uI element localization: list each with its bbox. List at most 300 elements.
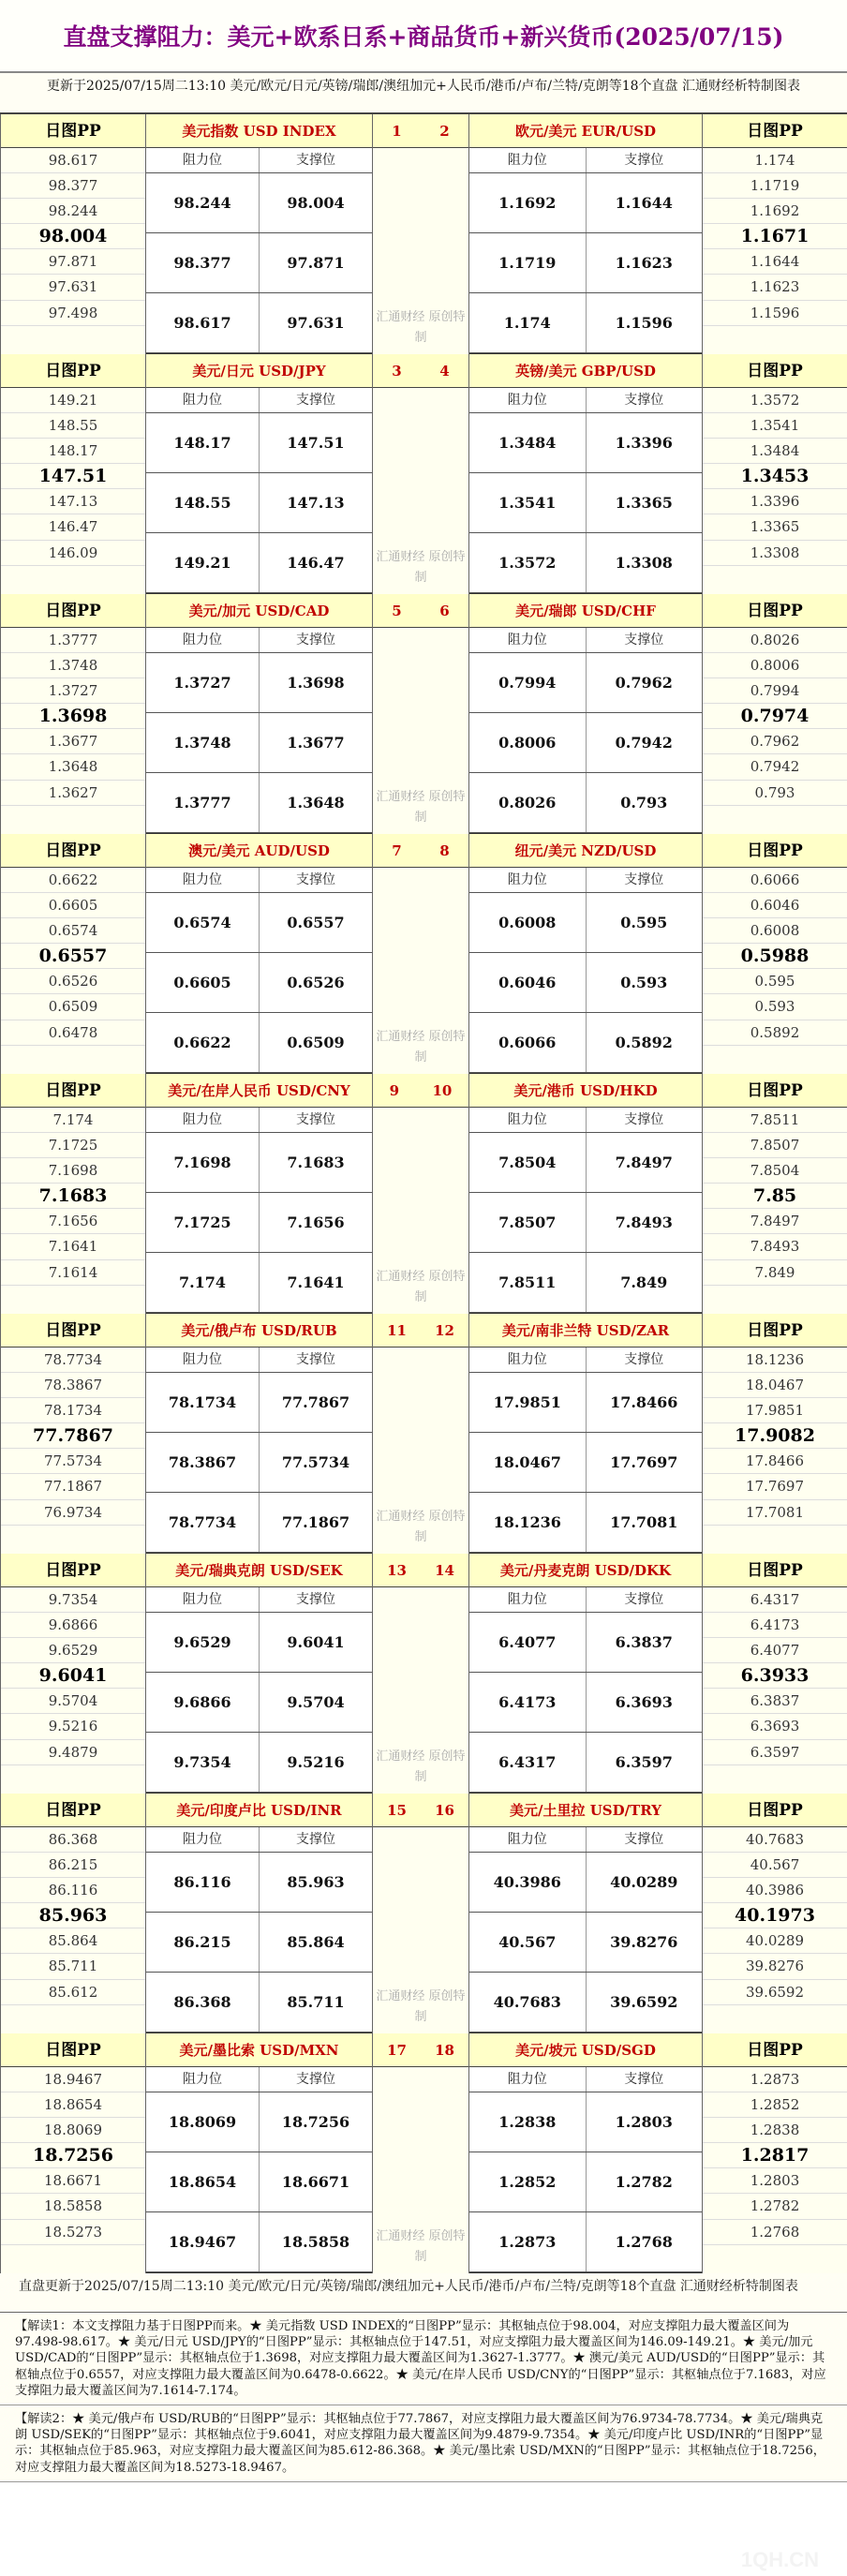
right-pp-column (702, 834, 847, 1074)
pp-value: 86.215 (1, 1853, 145, 1878)
pp-values (703, 628, 847, 806)
watermark: 汇通财经 原创特制 (376, 310, 466, 345)
pp-value: 9.4879 (1, 1740, 145, 1765)
pp-header: 日图PP (703, 354, 847, 388)
left-pp-column (0, 354, 145, 594)
pp-value: 97.871 (1, 249, 145, 275)
pp-value: 148.55 (1, 413, 145, 439)
level-rows (469, 1827, 702, 2033)
resistance-value: 0.6574 (146, 893, 260, 952)
pp-value: 149.21 (1, 388, 145, 413)
pp-value: 98.617 (1, 148, 145, 173)
pair-number: 10 (432, 1082, 453, 1099)
pp-values (703, 1108, 847, 1286)
pp-value: 7.1641 (1, 1234, 145, 1259)
level-rows (146, 2067, 372, 2272)
pp-value: 1.174 (703, 148, 847, 173)
pp-value: 7.8493 (703, 1234, 847, 1259)
pp-value: 7.174 (1, 1108, 145, 1133)
resistance-value: 40.7683 (469, 1973, 587, 2032)
pp-value: 1.3648 (1, 754, 145, 780)
left-pp-column (0, 1554, 145, 1794)
right-pair-table (468, 1314, 702, 1554)
resistance-value: 6.4317 (469, 1733, 587, 1792)
pp-value: 6.4317 (703, 1587, 847, 1613)
pp-values (703, 1827, 847, 2005)
level-row (469, 953, 702, 1013)
pair-header (146, 1314, 372, 1348)
support-value: 17.7697 (610, 1453, 678, 1471)
pp-value: 9.6529 (1, 1638, 145, 1663)
pp-value: 1.3727 (1, 678, 145, 704)
level-row (469, 1973, 702, 2033)
resistance-header: 阻力位 (469, 628, 587, 652)
resistance-value: 1.2838 (469, 2092, 587, 2152)
pair-name: 美元/印度卢比 USD/INR (176, 1802, 342, 1819)
pivot-value: 1.3698 (1, 704, 145, 729)
left-pair-table (145, 354, 372, 594)
right-pair-table (468, 1074, 702, 1314)
level-row (469, 1433, 702, 1493)
resistance-value: 7.1698 (146, 1133, 260, 1192)
level-rows (469, 388, 702, 593)
pp-value: 0.5892 (703, 1020, 847, 1046)
resistance-header: 阻力位 (146, 868, 260, 892)
pp-value: 18.0467 (703, 1373, 847, 1398)
support-header: 支撑位 (624, 153, 664, 168)
pp-value: 1.1596 (703, 301, 847, 326)
resistance-value: 6.4173 (469, 1673, 587, 1732)
right-pair-table (468, 354, 702, 594)
left-pp-column (0, 114, 145, 354)
support-value: 9.5704 (287, 1693, 345, 1711)
pp-value: 78.7734 (1, 1348, 145, 1373)
pair-name: 美元/港币 USD/HKD (513, 1082, 658, 1099)
level-header-row (146, 2067, 372, 2092)
pp-value: 85.711 (1, 1954, 145, 1979)
support-value: 0.593 (620, 974, 668, 991)
level-rows (469, 1348, 702, 1553)
pair-name: 美元/俄卢布 USD/RUB (181, 1322, 337, 1339)
resistance-value: 0.7994 (469, 653, 587, 712)
level-header-row (146, 1348, 372, 1373)
resistance-header: 阻力位 (469, 2067, 587, 2092)
pp-value: 6.3837 (703, 1689, 847, 1714)
pair-block (0, 2033, 847, 2273)
level-rows (146, 1587, 372, 1793)
support-value: 0.6526 (287, 974, 345, 991)
pair-header (469, 594, 702, 628)
pp-value: 1.2768 (703, 2220, 847, 2245)
resistance-value: 1.1692 (469, 173, 587, 232)
pp-header: 日图PP (1, 834, 145, 868)
pair-block (0, 594, 847, 834)
resistance-value: 7.8504 (469, 1133, 587, 1192)
support-value: 77.1867 (281, 1513, 350, 1531)
pp-value: 85.612 (1, 1980, 145, 2005)
resistance-header: 阻力位 (469, 868, 587, 892)
pair-name: 美元/墨比索 USD/MXN (179, 2042, 339, 2059)
level-row (146, 413, 372, 473)
resistance-value: 86.116 (146, 1853, 260, 1912)
pair-number: 12 (435, 1322, 454, 1339)
watermark: 汇通财经 原创特制 (376, 550, 466, 585)
pp-value: 86.116 (1, 1878, 145, 1903)
support-value: 0.6557 (287, 914, 345, 931)
level-row (469, 1613, 702, 1673)
pp-value: 6.4077 (703, 1638, 847, 1663)
pair-name: 美元/土里拉 USD/TRY (510, 1802, 661, 1819)
pp-values (1, 388, 145, 566)
pp-value: 98.244 (1, 199, 145, 224)
pivot-value: 0.7974 (703, 704, 847, 729)
pp-value: 78.3867 (1, 1373, 145, 1398)
pair-block (0, 114, 847, 354)
level-row (146, 1013, 372, 1073)
pair-number: 1 (392, 123, 402, 140)
left-pair-table (145, 1314, 372, 1554)
pp-value: 17.8466 (703, 1449, 847, 1474)
level-row (146, 1853, 372, 1913)
resistance-value: 78.3867 (146, 1433, 260, 1492)
pair-number: 9 (389, 1082, 400, 1099)
level-row (469, 2152, 702, 2212)
level-row (469, 893, 702, 953)
pair-number: 11 (387, 1322, 407, 1339)
level-row (469, 173, 702, 233)
pair-name: 美元/瑞典克朗 USD/SEK (175, 1562, 343, 1579)
pair-number: 6 (439, 603, 450, 619)
pair-number: 15 (387, 1802, 407, 1819)
support-value: 0.5892 (615, 1034, 673, 1051)
resistance-value: 98.617 (146, 293, 260, 352)
pair-number: 16 (435, 1802, 454, 1819)
pp-value: 1.3627 (1, 781, 145, 806)
support-value: 1.2803 (615, 2113, 673, 2131)
pair-numbers (373, 354, 468, 388)
level-row (469, 1193, 702, 1253)
support-value: 39.6592 (610, 1993, 678, 2011)
pp-value: 18.5273 (1, 2220, 145, 2245)
pp-value: 77.1867 (1, 1474, 145, 1499)
level-row (146, 2152, 372, 2212)
pair-blocks (0, 114, 847, 2273)
pp-value: 1.3572 (703, 388, 847, 413)
support-value: 18.7256 (281, 2113, 350, 2131)
pair-number-column (372, 1794, 468, 2033)
pp-value: 146.47 (1, 514, 145, 540)
level-header-row (146, 868, 372, 893)
pp-value: 7.1614 (1, 1260, 145, 1286)
support-value: 98.004 (287, 194, 345, 212)
pp-value: 0.8026 (703, 628, 847, 653)
pp-value: 1.2782 (703, 2194, 847, 2219)
pivot-value: 7.1683 (1, 1184, 145, 1209)
pair-numbers (373, 594, 468, 628)
pp-values (703, 868, 847, 1046)
level-header-row (469, 1587, 702, 1613)
pp-value: 76.9734 (1, 1500, 145, 1526)
level-row (146, 1433, 372, 1493)
right-pp-column (702, 114, 847, 354)
support-value: 18.6671 (281, 2173, 350, 2191)
left-pp-column (0, 834, 145, 1074)
level-rows (146, 1108, 372, 1313)
pivot-value: 85.963 (1, 1903, 145, 1928)
resistance-value: 1.3748 (146, 713, 260, 772)
level-row (469, 533, 702, 593)
pivot-value: 0.5988 (703, 944, 847, 969)
pp-value: 0.6066 (703, 868, 847, 893)
level-row (146, 293, 372, 353)
pp-value: 1.3541 (703, 413, 847, 439)
support-value: 6.3837 (615, 1633, 673, 1651)
resistance-value: 7.1725 (146, 1193, 260, 1252)
resistance-value: 1.2852 (469, 2152, 587, 2211)
level-row (146, 233, 372, 293)
pp-value: 7.1725 (1, 1133, 145, 1158)
pp-value: 39.6592 (703, 1980, 847, 2005)
level-row (469, 1853, 702, 1913)
left-pp-column (0, 594, 145, 834)
pp-value: 1.3365 (703, 514, 847, 540)
resistance-header: 阻力位 (469, 1108, 587, 1132)
level-row (469, 413, 702, 473)
support-header: 支撑位 (296, 393, 335, 408)
pivot-value: 147.51 (1, 464, 145, 489)
pp-value: 147.13 (1, 489, 145, 514)
pair-number-column (372, 1554, 468, 1794)
resistance-header: 阻力位 (146, 2067, 260, 2092)
level-row (146, 1373, 372, 1433)
pp-value: 85.864 (1, 1928, 145, 1954)
support-value: 1.1623 (615, 254, 673, 272)
pair-name: 美元/日元 USD/JPY (192, 363, 326, 380)
resistance-value: 0.8026 (469, 773, 587, 832)
support-value: 1.3648 (287, 794, 345, 812)
resistance-header: 阻力位 (469, 1587, 587, 1612)
right-pair-table (468, 114, 702, 354)
pp-value: 78.1734 (1, 1398, 145, 1423)
pp-value: 1.1623 (703, 275, 847, 300)
support-value: 77.5734 (281, 1453, 350, 1471)
level-row (146, 1253, 372, 1313)
pp-value: 97.498 (1, 301, 145, 326)
level-rows (469, 868, 702, 1073)
support-header: 支撑位 (296, 633, 335, 648)
right-pp-column (702, 2033, 847, 2273)
resistance-value: 149.21 (146, 533, 260, 592)
support-value: 1.3365 (615, 494, 673, 512)
left-pair-table (145, 1794, 372, 2033)
level-row (469, 233, 702, 293)
pair-numbers (373, 1554, 468, 1587)
resistance-value: 0.6605 (146, 953, 260, 1012)
pair-number: 18 (435, 2042, 454, 2059)
pp-values (703, 1348, 847, 1526)
resistance-header: 阻力位 (469, 148, 587, 172)
level-row (146, 713, 372, 773)
level-header-row (146, 1108, 372, 1133)
support-value: 6.3693 (615, 1693, 673, 1711)
resistance-value: 78.1734 (146, 1373, 260, 1432)
pair-block (0, 1314, 847, 1554)
support-header: 支撑位 (296, 1112, 335, 1127)
pp-value: 18.8069 (1, 2118, 145, 2143)
resistance-header: 阻力位 (146, 1827, 260, 1852)
pp-header: 日图PP (703, 1794, 847, 1827)
pivot-value: 9.6041 (1, 1663, 145, 1689)
support-header: 支撑位 (296, 1592, 335, 1607)
level-row (469, 713, 702, 773)
level-header-row (469, 628, 702, 653)
pp-value: 9.5216 (1, 1714, 145, 1739)
pp-header: 日图PP (1, 1074, 145, 1108)
level-row (469, 1013, 702, 1073)
watermark: 汇通财经 原创特制 (376, 790, 466, 825)
right-pp-column (702, 1074, 847, 1314)
pp-value: 1.3748 (1, 653, 145, 678)
pair-numbers (373, 1314, 468, 1348)
pair-header (469, 1794, 702, 1827)
pair-name: 美元/坡元 USD/SGD (515, 2042, 656, 2059)
level-row (146, 2092, 372, 2152)
pp-values (1, 1348, 145, 1526)
resistance-header: 阻力位 (469, 388, 587, 412)
pp-header: 日图PP (1, 114, 145, 148)
pp-value: 0.7994 (703, 678, 847, 704)
level-row (469, 1373, 702, 1433)
support-header: 支撑位 (624, 1352, 664, 1367)
support-value: 1.3396 (615, 434, 673, 452)
pp-header: 日图PP (703, 114, 847, 148)
pair-block (0, 1554, 847, 1794)
resistance-header: 阻力位 (469, 1348, 587, 1372)
left-pair-table (145, 594, 372, 834)
resistance-value: 1.3541 (469, 473, 587, 532)
pp-header: 日图PP (1, 1794, 145, 1827)
pair-number-column (372, 354, 468, 594)
pivot-value: 7.85 (703, 1184, 847, 1209)
support-header: 支撑位 (624, 872, 664, 887)
level-rows (469, 1108, 702, 1313)
pair-number-column (372, 594, 468, 834)
support-value: 6.3597 (615, 1753, 673, 1771)
pivot-value: 40.1973 (703, 1903, 847, 1928)
support-value: 147.51 (287, 434, 345, 452)
support-header: 支撑位 (624, 1832, 664, 1847)
pp-value: 1.3677 (1, 729, 145, 754)
brand-logo: 1QH.CN (740, 2548, 819, 2571)
pp-value: 40.3986 (703, 1878, 847, 1903)
pp-value: 17.7081 (703, 1500, 847, 1526)
resistance-header: 阻力位 (146, 1348, 260, 1372)
support-value: 39.8276 (610, 1933, 678, 1951)
support-header: 支撑位 (624, 393, 664, 408)
resistance-value: 40.3986 (469, 1853, 587, 1912)
level-rows (146, 1348, 372, 1553)
left-pp-column (0, 2033, 145, 2273)
pp-value: 9.5704 (1, 1689, 145, 1714)
pair-block (0, 1794, 847, 2033)
resistance-value: 148.17 (146, 413, 260, 472)
level-row (469, 2212, 702, 2272)
level-row (146, 1613, 372, 1673)
level-row (469, 2092, 702, 2152)
resistance-value: 9.7354 (146, 1733, 260, 1792)
support-value: 147.13 (287, 494, 345, 512)
support-value: 1.3677 (287, 734, 345, 752)
watermark: 汇通财经 原创特制 (376, 1989, 466, 2024)
pp-value: 1.3484 (703, 439, 847, 464)
pp-value: 17.7697 (703, 1474, 847, 1499)
resistance-value: 86.215 (146, 1913, 260, 1972)
pp-value: 7.8511 (703, 1108, 847, 1133)
pp-value: 1.3308 (703, 541, 847, 566)
pp-values (703, 148, 847, 326)
pp-values (1, 868, 145, 1046)
level-header-row (469, 388, 702, 413)
pp-value: 40.567 (703, 1853, 847, 1878)
level-header-row (469, 868, 702, 893)
pp-value: 1.3777 (1, 628, 145, 653)
level-row (146, 653, 372, 713)
pair-name: 美元/南非兰特 USD/ZAR (501, 1322, 670, 1339)
level-row (146, 473, 372, 533)
pair-numbers (373, 834, 468, 868)
pp-value: 1.3396 (703, 489, 847, 514)
level-header-row (146, 148, 372, 173)
level-header-row (469, 1827, 702, 1853)
pair-number: 13 (387, 1562, 407, 1579)
resistance-value: 98.377 (146, 233, 260, 292)
pp-value: 9.7354 (1, 1587, 145, 1613)
pivot-value: 0.6557 (1, 944, 145, 969)
level-row (469, 1673, 702, 1733)
pair-header (469, 834, 702, 868)
pair-name: 美元/丹麦克朗 USD/DKK (499, 1562, 672, 1579)
pp-value: 97.631 (1, 275, 145, 300)
pair-number-column (372, 834, 468, 1074)
support-value: 97.871 (287, 254, 345, 272)
pp-value: 6.4173 (703, 1613, 847, 1638)
pair-number: 8 (439, 842, 450, 859)
pp-value: 7.849 (703, 1260, 847, 1286)
pair-name: 美元指数 USD INDEX (182, 123, 336, 140)
pp-value: 0.6478 (1, 1020, 145, 1046)
page-title: 直盘支撑阻力：美元+欧系日系+商品货币+新兴货币(2025/07/15) (0, 0, 847, 73)
pp-value: 0.595 (703, 969, 847, 994)
support-value: 1.2768 (615, 2233, 673, 2251)
support-value: 1.1644 (615, 194, 673, 212)
level-header-row (146, 1827, 372, 1853)
resistance-value: 18.8654 (146, 2152, 260, 2211)
support-value: 9.5216 (287, 1753, 345, 1771)
pp-value: 0.6046 (703, 893, 847, 918)
resistance-value: 0.8006 (469, 713, 587, 772)
watermark: 汇通财经 原创特制 (376, 2229, 466, 2264)
level-row (469, 1913, 702, 1973)
footer-note-1: 【解读1：本文支撑阻力基于日图PP而来。★ 美元指数 USD INDEX的“日图PP”显示：其枢轴点位于98.004，对应支撑阻力最大覆盖区间为97.498-98.617。★ 美元/日元 USD/JPY的“日图PP”显示：其枢轴点位于147.51，对应支撑阻力最大覆盖区间为146.09-149.21。★ 美元/加元 USD/CAD的“日图PP”显示：其枢轴点位于1.3698，对应支撑阻力最大覆盖区间为1.3627-1.3777。★ 澳元/美元 AUD/USD的“日图PP”显示：其枢轴点位于0.6557，对应支撑阻力最大覆盖区间为0.6478-0.6622。★ 美元/在岸人民币 USD/CNY的“日图PP”显示：其枢轴点位于7.1683，对应支撑阻力最大覆盖区间为7.1614-7.174。 (0, 2313, 847, 2405)
footer-note-2: 【解读2：★ 美元/俄卢布 USD/RUB的“日图PP”显示：其枢轴点位于77.7867，对应支撑阻力最大覆盖区间为76.9734-78.7734。★ 美元/瑞典克朗 USD/SEK的“日图PP”显示：其枢轴点位于9.6041，对应支撑阻力最大覆盖区间为9.4879-9.7354。★ 美元/印度卢比 USD/INR的“日图PP”显示：其枢轴点位于85.963，对应支撑阻力最大覆盖区间为85.612-86.368。★ 美元/墨比索 USD/MXN的“日图PP”显示：其枢轴点位于18.7256，对应支撑阻力最大覆盖区间为18.5273-18.9467。 (0, 2405, 847, 2482)
pp-header: 日图PP (1, 2033, 145, 2067)
support-header: 支撑位 (624, 1112, 664, 1127)
pair-header (146, 1794, 372, 1827)
pp-value: 7.8497 (703, 1209, 847, 1234)
right-pair-table (468, 594, 702, 834)
pp-values (703, 2067, 847, 2245)
pair-number: 3 (392, 363, 402, 380)
